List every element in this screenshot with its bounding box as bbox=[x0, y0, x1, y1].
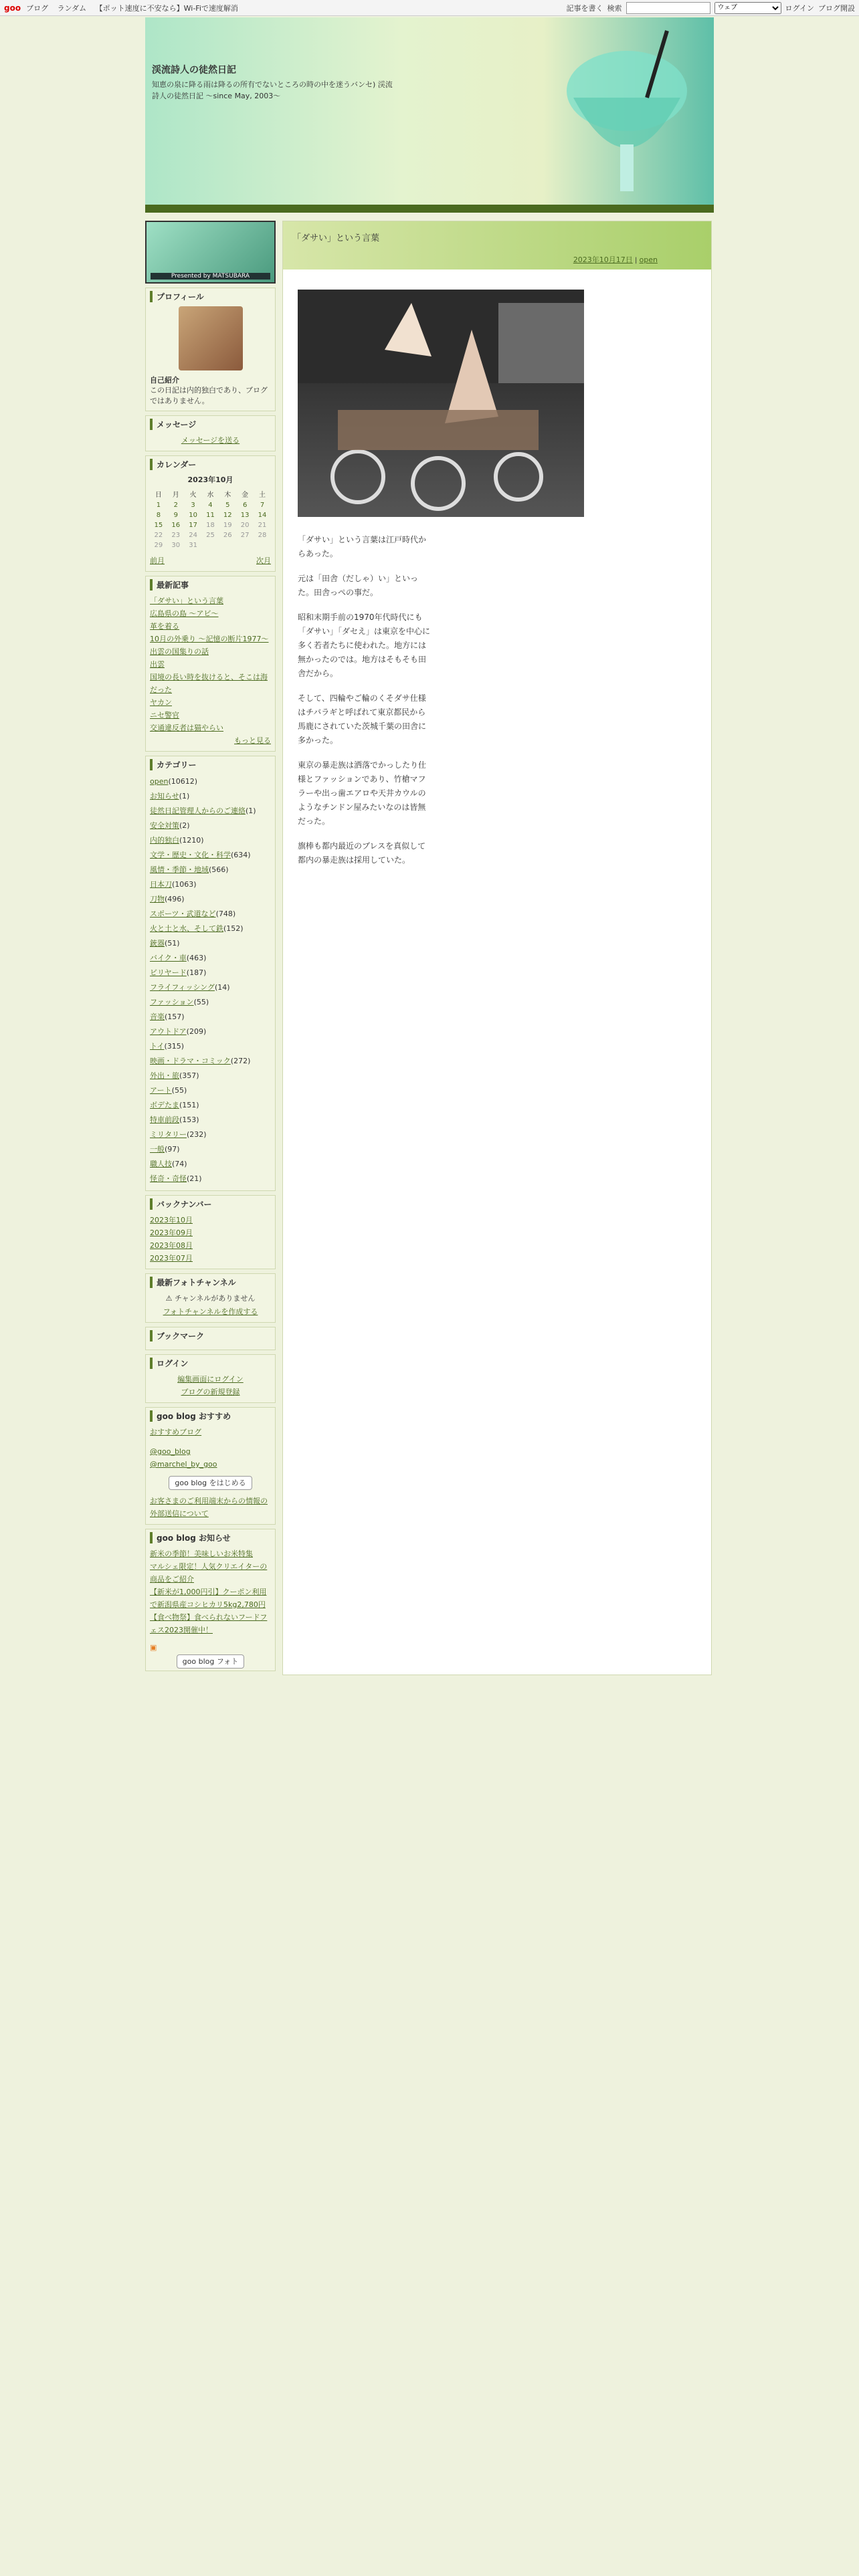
intro-text: この日記は内的独白であり、ブログではありません。 bbox=[150, 386, 268, 405]
search-scope-select[interactable] bbox=[714, 2, 781, 14]
category-count: (2) bbox=[179, 821, 190, 830]
category-count: (151) bbox=[179, 1101, 199, 1109]
write-post-link[interactable]: 記事を書く bbox=[566, 3, 603, 13]
warning-icon: ⚠ bbox=[165, 1294, 173, 1303]
avatar bbox=[179, 306, 243, 370]
calendar-title: カレンダー bbox=[150, 459, 271, 470]
category-link[interactable]: 火と土と水、そして鉄 bbox=[150, 924, 223, 933]
category-link[interactable]: ビリヤード bbox=[150, 968, 187, 977]
start-goo-blog-button[interactable]: goo blog をはじめる bbox=[169, 1476, 252, 1490]
article-date[interactable]: 2023年10月17日 bbox=[573, 255, 633, 264]
more-posts-link[interactable]: もっと見る bbox=[234, 736, 271, 745]
calendar-day[interactable]: 12 bbox=[223, 512, 232, 519]
calendar-day[interactable]: 2 bbox=[173, 502, 178, 509]
category-link[interactable]: 映画・ドラマ・コミック bbox=[150, 1057, 231, 1065]
weekday: 金 bbox=[242, 492, 249, 499]
no-channel-text bbox=[150, 1292, 271, 1305]
recent-post-link[interactable]: ヤカン bbox=[150, 698, 172, 707]
calendar-day[interactable]: 17 bbox=[189, 522, 197, 529]
calendar-day: 20 bbox=[240, 522, 250, 529]
no-channel-label: チャンネルがありません bbox=[175, 1294, 256, 1303]
sidebar bbox=[145, 221, 276, 1675]
category-count: (55) bbox=[171, 1086, 187, 1095]
category-count: (153) bbox=[179, 1115, 199, 1124]
category-count: (1) bbox=[246, 807, 256, 815]
article-title[interactable]: 「ダサい」という言葉 bbox=[292, 233, 380, 243]
category-count: (272) bbox=[230, 1057, 251, 1065]
news-link[interactable]: 新米の季節！美味しいお米特集 bbox=[150, 1549, 253, 1558]
category-link[interactable]: お知らせ bbox=[150, 792, 179, 800]
login-link[interactable]: ログイン bbox=[785, 3, 814, 13]
category-count: (209) bbox=[186, 1027, 207, 1036]
calendar-next-link[interactable]: 次月 bbox=[256, 556, 271, 565]
calendar-day: 30 bbox=[171, 542, 181, 549]
backnumber-link[interactable]: 2023年07月 bbox=[150, 1254, 193, 1263]
calendar-day: 23 bbox=[171, 532, 181, 539]
search-label: 検索 bbox=[607, 3, 622, 13]
recent-post-link[interactable]: 交通違反者は猫やらい bbox=[150, 724, 223, 732]
calendar-day: 28 bbox=[258, 532, 267, 539]
recommend-blog-link[interactable]: おすすめブログ bbox=[150, 1428, 202, 1436]
category-link[interactable]: 音楽 bbox=[150, 1012, 165, 1021]
article-paragraph: 旗棒も都内最近のブレスを真似して都内の暴走族は採用していた。 bbox=[298, 841, 426, 865]
blog-header bbox=[145, 17, 714, 213]
twitter-link[interactable]: @marchel_by_goo bbox=[150, 1460, 217, 1469]
calendar-day: 24 bbox=[189, 532, 197, 539]
top-link-random[interactable]: ランダム bbox=[57, 3, 87, 13]
create-photo-channel-link[interactable]: フォトチャンネルを作成する bbox=[163, 1307, 258, 1316]
calendar-day[interactable]: 13 bbox=[240, 512, 250, 519]
category-count: (10612) bbox=[168, 777, 198, 786]
category-link[interactable]: アウトドア bbox=[150, 1027, 187, 1036]
article-category[interactable]: open bbox=[639, 255, 658, 264]
calendar-day[interactable]: 9 bbox=[173, 512, 178, 519]
category-count: (97) bbox=[165, 1145, 180, 1154]
category-link[interactable]: 銃器 bbox=[150, 939, 165, 948]
bosozoku-bike-photo bbox=[298, 290, 584, 517]
category-count: (357) bbox=[179, 1071, 199, 1080]
calendar-day[interactable]: 1 bbox=[156, 502, 161, 509]
search-input[interactable] bbox=[626, 2, 710, 14]
category-count: (187) bbox=[186, 968, 207, 977]
category-count: (315) bbox=[164, 1042, 185, 1051]
calendar-day[interactable]: 8 bbox=[156, 512, 161, 519]
category-count: (1063) bbox=[172, 880, 197, 889]
backnumber-box bbox=[145, 1195, 276, 1269]
category-link[interactable]: 安全対策 bbox=[150, 821, 179, 830]
backnumber-title: バックナンバー bbox=[150, 1198, 271, 1210]
article-meta: 2023年10月17日 | open bbox=[573, 255, 658, 264]
calendar-day[interactable]: 16 bbox=[171, 522, 181, 529]
category-count: (14) bbox=[214, 983, 230, 992]
category-link[interactable]: ボデたま bbox=[150, 1101, 179, 1109]
category-link[interactable]: ファッション bbox=[150, 998, 194, 1006]
category-count: (152) bbox=[223, 924, 244, 933]
category-count: (463) bbox=[186, 954, 207, 962]
recent-post-link[interactable]: 国境の長い時を抜けると、そこは海だった bbox=[150, 673, 268, 694]
top-link-blog[interactable]: ブログ bbox=[26, 3, 49, 13]
calendar-table bbox=[150, 488, 271, 550]
category-link[interactable]: ミリタリー bbox=[150, 1130, 187, 1139]
calendar-day[interactable]: 14 bbox=[258, 512, 267, 519]
news-title: goo blog お知らせ bbox=[150, 1532, 271, 1543]
calendar-day: 25 bbox=[206, 532, 215, 539]
twitter-link[interactable]: @goo_blog bbox=[150, 1447, 191, 1456]
news-box bbox=[145, 1529, 276, 1671]
banner-caption: Presented by MATSUBARA bbox=[151, 273, 270, 280]
category-link[interactable]: 日本刀 bbox=[150, 880, 172, 889]
category-link[interactable]: 内的独白 bbox=[150, 836, 179, 845]
category-count: (634) bbox=[231, 851, 251, 859]
calendar-day[interactable]: 6 bbox=[242, 502, 248, 509]
recommend-title: goo blog おすすめ bbox=[150, 1410, 271, 1422]
category-link[interactable]: アート bbox=[150, 1086, 172, 1095]
category-link[interactable]: 怪奇・奇怪 bbox=[150, 1174, 187, 1183]
recent-post-link[interactable]: 出雲 bbox=[150, 660, 165, 669]
calendar-day[interactable]: 7 bbox=[260, 502, 265, 509]
send-message-link[interactable]: メッセージを送る bbox=[181, 436, 240, 445]
article-paragraph: 元は「田舎（だしゃ）い」といった。田舎っぺの事だ。 bbox=[298, 574, 419, 597]
category-count: (55) bbox=[193, 998, 209, 1006]
category-link[interactable]: 外出・旅 bbox=[150, 1071, 179, 1080]
categories-box bbox=[145, 756, 276, 1191]
backnumber-link[interactable]: 2023年10月 bbox=[150, 1216, 193, 1224]
rss-icon[interactable]: ▣ bbox=[150, 1643, 157, 1652]
article-paragraph: 東京の暴走族は洒落でかっしたり仕様とファッションであり、竹槍マフラーや出っ歯エアロや天井カウルのようなチンドン屋みたいなのは皆無だった。 bbox=[298, 760, 427, 826]
calendar-month: 2023年10月 bbox=[187, 475, 233, 484]
calendar-day[interactable]: 4 bbox=[208, 502, 213, 509]
category-link[interactable]: トイ bbox=[150, 1042, 165, 1051]
backnumber-link[interactable]: 2023年08月 bbox=[150, 1241, 193, 1250]
calendar-day: 29 bbox=[154, 542, 163, 549]
weekday: 土 bbox=[259, 492, 266, 499]
category-link[interactable]: スポーツ・武道など bbox=[150, 909, 216, 918]
category-count: (51) bbox=[165, 939, 180, 948]
content-columns bbox=[145, 221, 714, 1675]
weekday: 水 bbox=[207, 492, 214, 499]
categories-title: カテゴリー bbox=[150, 759, 271, 770]
calendar-day: 26 bbox=[223, 532, 232, 539]
blog-title[interactable]: 渓流詩人の徒然日記 bbox=[152, 65, 236, 76]
news-link[interactable]: 【新米が1,000円引】クーポン利用で新潟県産コシヒカリ5kg2,780円 bbox=[150, 1588, 267, 1609]
article-header bbox=[283, 221, 711, 270]
recent-post-link[interactable]: 広島県の島 〜アビ〜 bbox=[150, 609, 219, 618]
recent-post-link[interactable]: 「ダサい」という言葉 bbox=[150, 597, 223, 605]
article-area bbox=[282, 221, 712, 1675]
category-count: (74) bbox=[172, 1160, 187, 1168]
weekday: 日 bbox=[155, 492, 162, 499]
top-bar bbox=[0, 0, 859, 16]
photo-channel-title: 最新フォトチャンネル bbox=[150, 1277, 271, 1288]
blog-description: 知恵の泉に降る雨は降るの所有でないところの時の中を迷うバンセ) 渓流詩人の徒然日記 〜since May, 2003〜 bbox=[152, 80, 393, 100]
calendar-day[interactable]: 10 bbox=[189, 512, 197, 519]
article-paragraph: 「ダサい」という言葉は江戸時代からあった。 bbox=[298, 535, 427, 558]
edit-login-link[interactable]: 編集画面にログイン bbox=[177, 1375, 244, 1384]
category-link[interactable]: 刀物 bbox=[150, 895, 165, 903]
category-link[interactable]: バイク・車 bbox=[150, 954, 187, 962]
weekday: 木 bbox=[224, 492, 231, 499]
photo-channel-box bbox=[145, 1273, 276, 1323]
recent-post-link[interactable]: 出雲の国集りの話 bbox=[150, 647, 209, 656]
intro-label: 自己紹介 bbox=[150, 376, 179, 385]
article-body bbox=[298, 533, 432, 867]
calendar-day[interactable]: 11 bbox=[206, 512, 215, 519]
category-count: (748) bbox=[215, 909, 236, 918]
article-paragraph: そして、四輪やご輪のくそダサ仕様はチバラギと呼ばれて東京都民から馬鹿にされていた茨城千葉の田舎に多かった。 bbox=[298, 693, 427, 745]
category-count: (496) bbox=[165, 895, 185, 903]
calendar-day: 21 bbox=[258, 522, 267, 529]
recent-posts-box bbox=[145, 576, 276, 752]
calendar-day: 18 bbox=[206, 522, 215, 529]
news-link[interactable]: マルシェ限定！人気クリエイターの商品をご紹介 bbox=[150, 1562, 268, 1584]
category-count: (1210) bbox=[179, 836, 204, 845]
profile-title: プロフィール bbox=[150, 291, 271, 302]
recent-post-link[interactable]: 革を着る bbox=[150, 622, 179, 631]
top-link-wifi[interactable]: 【ポット速度に不安なら】Wi-Fiで速度解消 bbox=[95, 3, 238, 13]
calendar-box bbox=[145, 455, 276, 572]
calendar-day[interactable]: 5 bbox=[225, 502, 230, 509]
parfait-glass-image bbox=[527, 24, 700, 205]
backnumber-link[interactable]: 2023年09月 bbox=[150, 1228, 193, 1237]
motorcycles-image bbox=[298, 290, 584, 517]
calendar-day: 31 bbox=[189, 542, 197, 549]
calendar-day[interactable]: 15 bbox=[154, 522, 163, 529]
category-link[interactable]: open bbox=[150, 777, 169, 786]
login-title: ログイン bbox=[150, 1358, 271, 1369]
category-count: (1) bbox=[179, 792, 190, 800]
category-link[interactable]: 一般 bbox=[150, 1145, 165, 1154]
calendar-day: 22 bbox=[154, 532, 163, 539]
calendar-day[interactable]: 3 bbox=[191, 502, 195, 509]
privacy-notice-link[interactable]: お客さまのご利用端末からの情報の外部送信について bbox=[150, 1497, 268, 1518]
calendar-prev-link[interactable]: 前月 bbox=[150, 556, 165, 565]
category-link[interactable]: 文学・歴史・文化・科学 bbox=[150, 851, 231, 859]
bookmark-box bbox=[145, 1327, 276, 1350]
message-box bbox=[145, 415, 276, 451]
profile-box bbox=[145, 288, 276, 411]
recent-posts-title: 最新記事 bbox=[150, 579, 271, 591]
recent-post-link[interactable]: ニセ警官 bbox=[150, 711, 179, 720]
login-box bbox=[145, 1354, 276, 1403]
category-count: (232) bbox=[187, 1130, 207, 1139]
page-wrapper bbox=[145, 17, 714, 1675]
category-count: (21) bbox=[187, 1174, 202, 1183]
message-title: メッセージ bbox=[150, 419, 271, 430]
category-link[interactable]: フライフィッシング bbox=[150, 983, 215, 992]
goo-logo[interactable]: goo bbox=[4, 3, 21, 13]
category-link[interactable]: 特車前段 bbox=[150, 1115, 179, 1124]
calendar-day: 27 bbox=[240, 532, 250, 539]
recommend-box bbox=[145, 1407, 276, 1525]
recent-post-link[interactable]: 10月の外乗り 〜記憶の断片1977〜 bbox=[150, 635, 269, 643]
article-paragraph: 昭和末期手前の1970年代時代にも「ダサい」「ダセえ」は東京を中心に多く若者たちに使われた。地方には無かったのでは。地方はそもそも田舎だから。 bbox=[298, 613, 431, 678]
category-count: (157) bbox=[165, 1012, 185, 1021]
weekday: 火 bbox=[189, 492, 197, 499]
weekday: 月 bbox=[172, 492, 179, 499]
category-link[interactable]: 風情・季節・地域 bbox=[150, 865, 209, 874]
news-link[interactable]: 【食べ物祭】食べられないフードフェス2023開催中！ bbox=[150, 1613, 268, 1634]
category-link[interactable]: 職人技 bbox=[150, 1160, 172, 1168]
category-count: (566) bbox=[209, 865, 229, 874]
bookmark-title: ブックマーク bbox=[150, 1330, 271, 1341]
sidebar-banner[interactable] bbox=[145, 221, 276, 284]
category-link[interactable]: 徒然日記管理人からのご連絡 bbox=[150, 807, 246, 815]
goo-blog-photo-button[interactable]: goo blog フォト bbox=[177, 1654, 245, 1669]
register-blog-link[interactable]: ブログの新規登録 bbox=[181, 1388, 240, 1396]
open-blog-link[interactable]: ブログ開設 bbox=[818, 3, 855, 13]
calendar-day: 19 bbox=[223, 522, 232, 529]
